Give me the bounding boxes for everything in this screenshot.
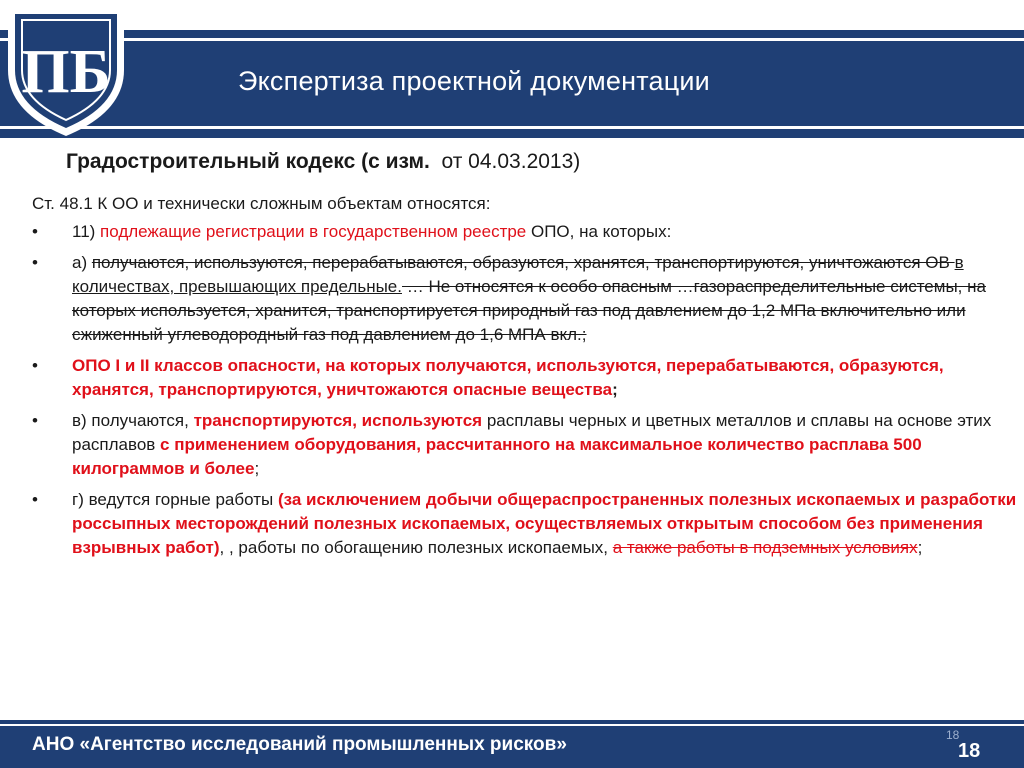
bullet-icon: • — [32, 222, 38, 241]
page-title: Экспертиза проектной документации — [238, 66, 710, 96]
item5-start: г) ведутся горные работы — [72, 490, 278, 509]
page-number: 18 — [958, 740, 981, 762]
bullet-icon: • — [32, 411, 38, 430]
subtitle-bold: Градостроительный кодекс (с изм. — [66, 150, 430, 173]
bullet-icon: • — [32, 490, 38, 509]
item4-middle: расплавы черных и цветных металлов и сплавы на основе этих расплавов — [72, 411, 992, 454]
bullet-icon: • — [32, 356, 38, 375]
item5-struck: а также работы в подземных условиях — [612, 538, 918, 557]
list-item — [32, 354, 1022, 402]
list-item — [32, 220, 1022, 244]
item1-number: 11) — [72, 222, 101, 241]
item5-end: ; — [917, 538, 923, 557]
item5-highlight: (за исключением добычи общераспространенных полезных ископаемых и разработки россыпных месторождений полезных ископаемых, осуществляемых открытым способом без применения взрывных работ) — [72, 490, 1017, 557]
bullet-icon: • — [32, 253, 38, 272]
item4-highlight-2: с применением оборудования, рассчитанного на максимальное количество расплава 500 килограммов и более — [72, 435, 922, 478]
item4-highlight: транспортируются, используются — [193, 411, 483, 430]
item3-highlight: ОПО I и II классов опасности, на которых получаются, используются, перерабатываются, образуются, хранятся, транспортируются, уничтожаются опасные вещества — [72, 356, 944, 399]
item4-start: в) получаются, — [72, 411, 194, 430]
item2-letter: а) — [72, 253, 92, 272]
item5-middle: , , работы по обогащению полезных ископаемых, — [219, 538, 613, 557]
header-stripe-top — [0, 38, 1024, 41]
page-number-small: 18 — [946, 728, 960, 742]
header-stripe-bottom — [0, 126, 1024, 129]
shield-logo-icon — [0, 0, 132, 140]
subtitle-date: от 04.03.2013) — [441, 150, 581, 173]
subtitle — [66, 150, 580, 174]
item1-rest: ОПО, на которых: — [526, 222, 672, 241]
item2-struck-tail: … Не относятся к особо опасным …газораспределительные системы, на которых используется, хранится, транспортируется природный газ под давлением до 1,2 МПа включительно или сжиженный углеводородный газ под давлением до 1,6 МПА вкл.; — [72, 277, 986, 344]
intro-text: Ст. 48.1 К ОО и технически сложным объектам относятся: — [32, 194, 491, 213]
item3-end: ; — [612, 380, 618, 399]
content-body — [32, 192, 1022, 567]
footer-line — [0, 724, 1024, 726]
list-item — [32, 409, 1022, 481]
list-item — [32, 488, 1022, 560]
item2-struck: получаются, используются, перерабатываются, образуются, хранятся, транспортируются, уничтожаются ОВ — [91, 253, 955, 272]
list-item — [32, 251, 1022, 347]
footer-org: АНО «Агентство исследований промышленных рисков» — [32, 734, 567, 755]
svg-text:ПБ: ПБ — [21, 38, 111, 106]
item2-struck-underlined: в количествах, превышающих предельные. — [72, 253, 964, 296]
item4-end: ; — [254, 459, 260, 478]
item1-highlight: подлежащие регистрации в государственном реестре — [100, 222, 527, 241]
